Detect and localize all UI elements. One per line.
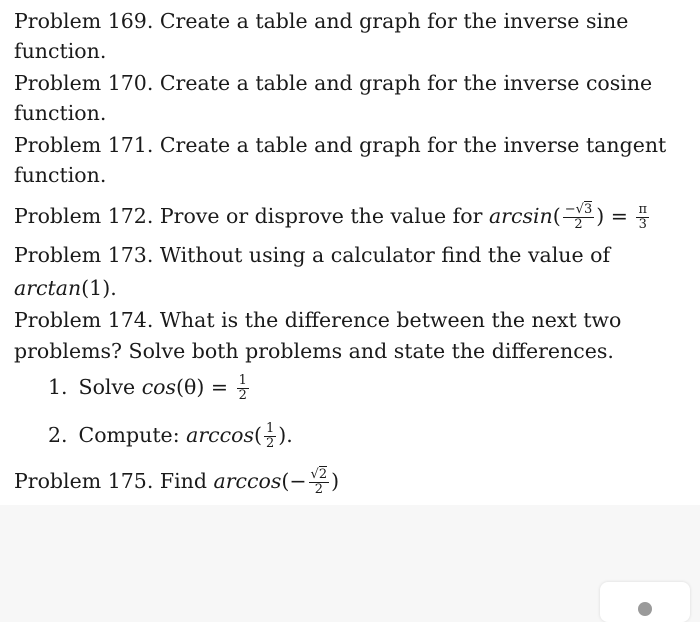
problem-173-line-1: Problem 173. Without using a calculator find the value of <box>14 243 611 267</box>
paren-open: ( <box>253 423 262 447</box>
equals: = <box>204 375 235 399</box>
problem-175-line <box>14 467 339 497</box>
sqrt2-over-2: $\frac{√2}{2}$ <box>310 467 328 497</box>
circle-icon[interactable] <box>638 602 652 616</box>
problem-174-line-1: Problem 174. What is the difference between the next two <box>14 308 622 332</box>
paren-close: ) <box>331 469 340 493</box>
item-1-number: 1. <box>48 375 68 399</box>
paren-open: ( <box>552 204 561 228</box>
one-half <box>237 374 249 403</box>
problem-170-line-2: function. <box>14 101 107 125</box>
numerator: 1 <box>238 373 247 388</box>
arccos-func: arccos <box>213 469 282 493</box>
paren-close: ) <box>596 204 605 228</box>
denominator: 2 <box>265 436 275 451</box>
radicand: 2 <box>318 467 328 482</box>
radicand: 3 <box>583 202 593 217</box>
cos-func: cos <box>141 375 177 399</box>
equals: = <box>604 204 635 228</box>
problem-171-line-2: function. <box>14 163 107 187</box>
problem-171-line-1: Problem 171. Create a table and graph for the inverse tangent <box>14 133 667 157</box>
arctan-func: arctan <box>14 276 82 300</box>
arctan-arg: (1). <box>81 276 117 300</box>
minus-sign: − <box>564 202 576 217</box>
arccos-func: arccos <box>186 423 254 447</box>
problem-173-line-2 <box>14 274 117 302</box>
denominator: 2 <box>238 388 247 403</box>
problem-175-text: Problem 175. Find <box>14 469 214 493</box>
paren-open-neg: (− <box>281 469 307 493</box>
theta-arg: (θ) <box>176 375 205 399</box>
pi-over-3 <box>636 203 649 232</box>
item-2-number: 2. <box>48 423 68 447</box>
problem-174-line-2: problems? Solve both problems and state the differences. <box>14 339 614 363</box>
pi: π <box>638 202 647 217</box>
problem-170-line-1: Problem 170. Create a table and graph for the inverse cosine <box>14 71 653 95</box>
paren-close: ). <box>278 423 293 447</box>
list-item-2 <box>48 421 293 451</box>
problem-172-line <box>14 202 651 232</box>
numerator: 1 <box>265 421 275 436</box>
empty-area <box>0 505 700 608</box>
problem-169-line-2: function. <box>14 39 107 63</box>
item-1-text: Solve <box>78 375 142 399</box>
problem-169-line-1: Problem 169. Create a table and graph for the inverse sine <box>14 9 629 33</box>
denominator: 2 <box>314 482 323 497</box>
problem-172-text: Problem 172. Prove or disprove the value for <box>14 204 489 228</box>
item-2-text: Compute: <box>78 423 187 447</box>
floating-widget[interactable] <box>600 582 690 622</box>
neg-sqrt3-over-2: $\frac{-√3}{2}$ <box>564 202 593 232</box>
list-item-1 <box>48 373 251 403</box>
denominator: 2 <box>574 217 583 232</box>
arcsin-func: arcsin <box>488 204 553 228</box>
three: 3 <box>638 217 647 232</box>
one-half <box>264 422 276 451</box>
